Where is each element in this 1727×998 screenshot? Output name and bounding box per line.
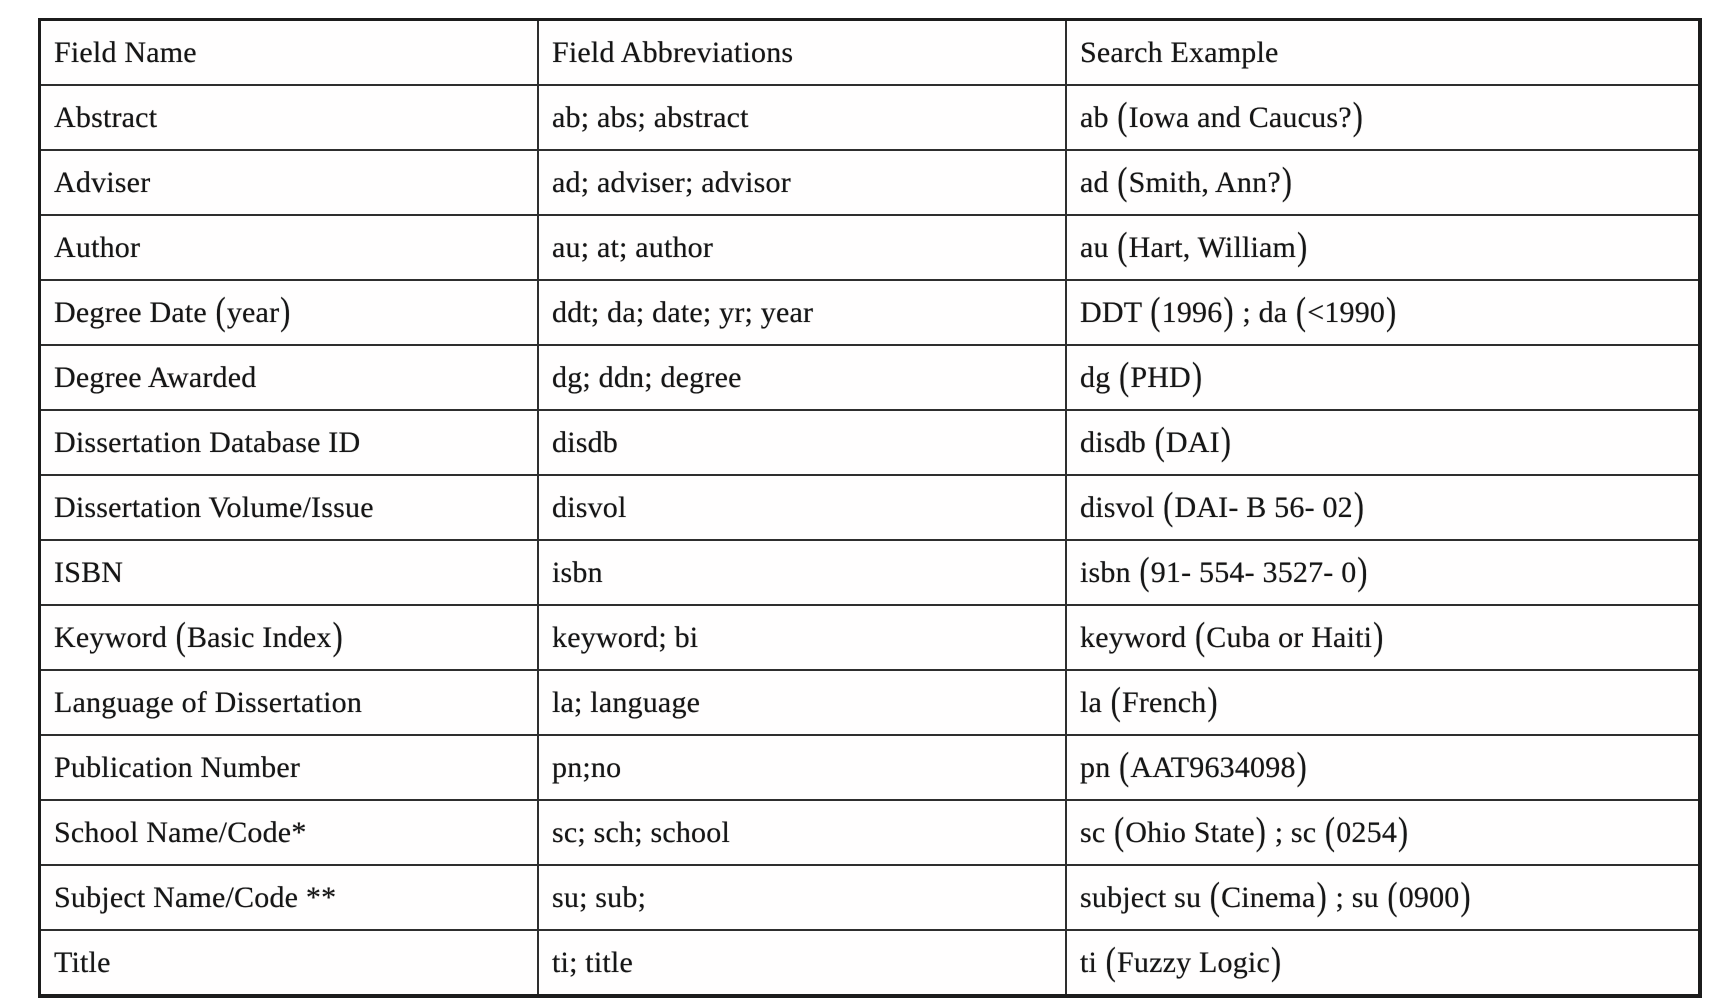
cell-field-name: Title [41, 930, 538, 994]
cell-field-name: Language of Dissertation [41, 670, 538, 735]
cell-field-name: Publication Number [41, 735, 538, 800]
cell-field-name: Keyword (Basic Index) [41, 605, 538, 670]
cell-field-name: Dissertation Database ID [41, 410, 538, 475]
cell-search-example: au (Hart, William) [1066, 215, 1698, 280]
cell-search-example: ab (Iowa and Caucus?) [1066, 85, 1698, 150]
cell-field-name: Degree Date (year) [41, 280, 538, 345]
table-row [41, 85, 1698, 150]
cell-search-example: subject su (Cinema) ; su (0900) [1066, 865, 1698, 930]
table-row [41, 475, 1698, 540]
cell-field-abbreviations: su; sub; [538, 865, 1066, 930]
cell-field-abbreviations: ad; adviser; advisor [538, 150, 1066, 215]
column-header-field-name: Field Name [41, 21, 538, 85]
table-row [41, 930, 1698, 994]
cell-field-abbreviations: la; language [538, 670, 1066, 735]
cell-search-example: ad (Smith, Ann?) [1066, 150, 1698, 215]
table-row [41, 410, 1698, 475]
search-fields-table [41, 21, 1698, 994]
cell-field-name: ISBN [41, 540, 538, 605]
cell-search-example: la (French) [1066, 670, 1698, 735]
table-row [41, 345, 1698, 410]
column-header-field-abbreviations: Field Abbreviations [538, 21, 1066, 85]
cell-field-abbreviations: sc; sch; school [538, 800, 1066, 865]
cell-search-example: sc (Ohio State) ; sc (0254) [1066, 800, 1698, 865]
column-header-search-example: Search Example [1066, 21, 1698, 85]
table-row [41, 735, 1698, 800]
cell-field-abbreviations: ddt; da; date; yr; year [538, 280, 1066, 345]
cell-field-name: Adviser [41, 150, 538, 215]
cell-field-name: Author [41, 215, 538, 280]
cell-field-abbreviations: ab; abs; abstract [538, 85, 1066, 150]
cell-field-name: School Name/Code* [41, 800, 538, 865]
table-row [41, 605, 1698, 670]
cell-search-example: dg (PHD) [1066, 345, 1698, 410]
cell-search-example: isbn (91- 554- 3527- 0) [1066, 540, 1698, 605]
table-row [41, 800, 1698, 865]
cell-search-example: keyword (Cuba or Haiti) [1066, 605, 1698, 670]
cell-field-name: Subject Name/Code ** [41, 865, 538, 930]
table-row [41, 150, 1698, 215]
cell-search-example: ti (Fuzzy Logic) [1080, 939, 1282, 983]
table-row [41, 865, 1698, 930]
cell-field-name: Dissertation Volume/Issue [41, 475, 538, 540]
cell-field-abbreviations: pn;no [538, 735, 1066, 800]
header-row [41, 21, 1698, 85]
cell-search-example: disdb (DAI) [1066, 410, 1698, 475]
table-outer-frame [38, 18, 1702, 998]
cell-field-abbreviations: ti; title [538, 930, 1066, 994]
table-row [41, 215, 1698, 280]
cell-search-example: DDT (1996) ; da (<1990) [1066, 280, 1698, 345]
cell-field-abbreviations: keyword; bi [538, 605, 1066, 670]
cell-field-abbreviations: disvol [538, 475, 1066, 540]
table-row [41, 670, 1698, 735]
table-row [41, 280, 1698, 345]
cell-search-example: pn (AAT9634098) [1066, 735, 1698, 800]
table-row [41, 540, 1698, 605]
cell-field-name: Degree Awarded [41, 345, 538, 410]
cell-field-abbreviations: disdb [538, 410, 1066, 475]
cell-field-abbreviations: dg; ddn; degree [538, 345, 1066, 410]
cell-search-example: disvol (DAI- B 56- 02) [1066, 475, 1698, 540]
cell-field-name: Abstract [41, 85, 538, 150]
cell-field-abbreviations: isbn [538, 540, 1066, 605]
cell-field-abbreviations: au; at; author [538, 215, 1066, 280]
